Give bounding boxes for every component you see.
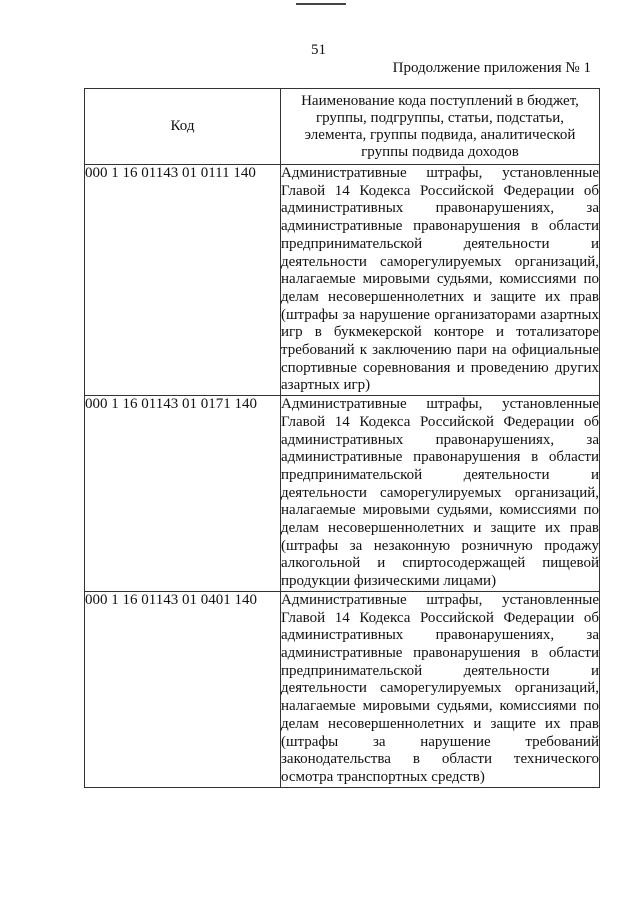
- top-mark-line: [296, 3, 346, 5]
- revenue-code-table: [84, 88, 600, 788]
- appendix-note: Продолжение приложения № 1: [392, 60, 591, 76]
- row-code: 000 1 16 01143 01 0111 140: [85, 165, 281, 396]
- table-row: [85, 591, 600, 787]
- row-code: 000 1 16 01143 01 0401 140: [85, 591, 281, 787]
- table-row: [85, 396, 600, 592]
- header-name: Наименование кода поступлений в бюджет, группы, подгруппы, статьи, подстатьи, элемента, группы подвида, аналитической группы подвида доходов: [281, 89, 600, 165]
- header-code: Код: [85, 89, 281, 165]
- table-row: [85, 165, 600, 396]
- page-number: 51: [311, 42, 326, 58]
- row-code: 000 1 16 01143 01 0171 140: [85, 396, 281, 592]
- table-header-row: [85, 89, 600, 165]
- row-name: Административные штрафы, установленные Главой 14 Кодекса Российской Федерации об административных правонарушениях, за административные правонарушения в области предпринимательской деятельности и деятельности саморегулируемых организаций, налагаемые мировыми судьями, комиссиями по делам несовершеннолетних и защите их прав (штрафы за незаконную розничную продажу алкогольной и спиртосодержащей пищевой продукции физическими лицами): [281, 396, 600, 592]
- row-name: Административные штрафы, установленные Главой 14 Кодекса Российской Федерации об административных правонарушениях, за административные правонарушения в области предпринимательской деятельности и деятельности саморегулируемых организаций, налагаемые мировыми судьями, комиссиями по делам несовершеннолетних и защите их прав (штрафы за нарушение требований законодательства в области технического осмотра транспортных средств): [281, 591, 600, 787]
- row-name: Административные штрафы, установленные Главой 14 Кодекса Российской Федерации об административных правонарушениях, за административные правонарушения в области предпринимательской деятельности и деятельности саморегулируемых организаций, налагаемые мировыми судьями, комиссиями по делам несовершеннолетних и защите их прав (штрафы за нарушение организаторами азартных игр в букмекерской конторе и тотализаторе требований к заключению пари на официальные спортивные соревнования и проведению других азартных игр): [281, 165, 600, 396]
